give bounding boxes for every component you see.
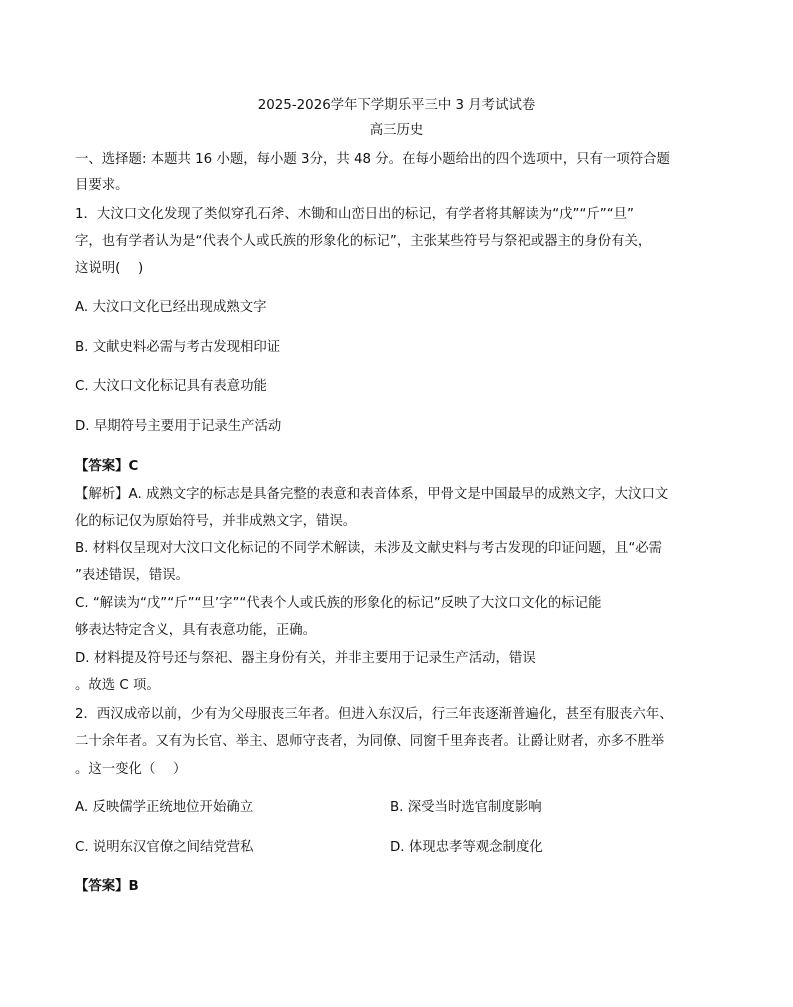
q2-stem-line3: 。这一变化（ ） [75,762,187,777]
q1-analysis-line: ”表述错误，错误。 [75,568,190,583]
q1-stem-line2: 字，也有学者认为是“代表个人或氏族的形象化的标记”，主张某些符号与祭祀或器主的身份有关， [75,234,652,249]
q1-analysis-line: C. “解读为“戊”“斤”“旦’字”“代表个人或氏族的形象化的标记”反映了大汶口文化的标记能 [75,596,602,611]
q2-option-a: A. 反映儒学正统地位开始确立 [75,800,254,815]
q1-analysis-line: 化的标记仅为原始符号，并非成熟文字，错误。 [75,514,357,529]
q2-answer: 【答案】B [75,879,139,894]
q1-option-d: D. 早期符号主要用于记录生产活动 [75,419,282,434]
q2-option-d: D. 体现忠孝等观念制度化 [390,840,543,855]
q1-stem-line1: 1．大汶口文化发现了类似穿孔石斧、木锄和山峦日出的标记，有学者将其解读为“戊”“斤”“旦” [75,207,634,222]
exam-subject: 高三历史 [369,123,424,138]
q1-answer: 【答案】C [75,459,139,474]
section-instruction-line2: 目要求。 [75,178,129,193]
q1-stem-line3: 这说明( ) [75,261,144,276]
q1-analysis-line: 。故选 C 项。 [75,678,160,693]
q2-option-b: B. 深受当时选官制度影响 [390,800,542,815]
q1-analysis-line: D. 材料提及符号还与祭祀、器主身份有关，并非主要用于记录生产活动，错误 [75,651,536,666]
q2-stem-line2: 二十余年者。又有为长官、举主、恩师守丧者，为同僚、同窗千里奔丧者。让爵让财者，亦多不胜举 [75,734,665,749]
q1-analysis-line: B. 材料仅呈现对大汶口文化标记的不同学术解读，未涉及文献史料与考古发现的印证问题，且“必需 [75,541,663,556]
section-instruction-line1: 一、选择题: 本题共 16 小题，每小题 3分，共 48 分。在每小题给出的四个选项中，只有一项符合题 [75,152,670,167]
exam-title: 2025-2026学年下学期乐平三中 3 月考试试卷 [257,98,536,113]
q1-option-c: C. 大汶口文化标记具有表意功能 [75,379,267,394]
q1-option-a: A. 大汶口文化已经出现成熟文字 [75,300,267,315]
q2-option-c: C. 说明东汉官僚之间结党营私 [75,840,254,855]
q2-stem-line1: 2．西汉成帝以前，少有为父母服丧三年者。但进入东汉后，行三年丧逐渐普遍化，甚至有服丧六年、 [75,707,673,722]
q1-analysis-line: 够表达特定含义，具有表意功能，正确。 [75,623,317,638]
q1-analysis-line: 【解析】A. 成熟文字的标志是具备完整的表意和表音体系，甲骨文是中国最早的成熟文字，大汶口文 [75,487,669,502]
q1-option-b: B. 文献史料必需与考古发现相印证 [75,340,281,355]
